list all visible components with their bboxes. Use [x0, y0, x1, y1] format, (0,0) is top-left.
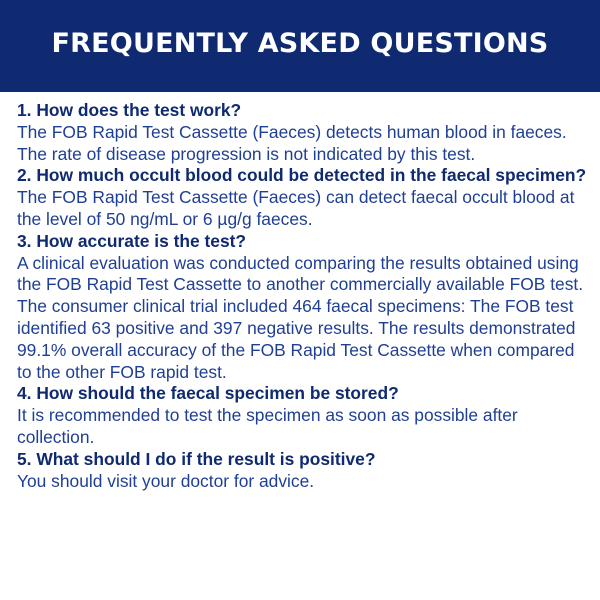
faq-list	[17, 100, 589, 492]
faq-question-5: 5. What should I do if the result is positive?	[17, 448, 376, 469]
faq-item-3	[17, 231, 589, 384]
faq-answer-4: It is recommended to test the specimen as soon as possible after collection.	[17, 405, 518, 447]
faq-item-1	[17, 100, 589, 165]
faq-question-4: 4. How should the faecal specimen be stored?	[17, 383, 399, 404]
faq-answer-1: The FOB Rapid Test Cassette (Faeces) detects human blood in faeces. The rate of disease progression is not indicated by this test.	[17, 121, 567, 164]
faq-question-1: 1. How does the test work?	[17, 100, 242, 120]
faq-item-4	[17, 383, 589, 448]
faq-item-5	[17, 449, 589, 493]
faq-item-2	[17, 165, 589, 230]
header-banner	[0, 0, 600, 92]
page-title: FREQUENTLY ASKED QUESTIONS	[51, 27, 549, 59]
faq-answer-2: The FOB Rapid Test Cassette (Faeces) can detect faecal occult blood at the level of 50 ng/mL or 6 µg/g faeces.	[17, 187, 575, 229]
faq-answer-5: You should visit your doctor for advice.	[17, 470, 315, 491]
faq-question-2: 2. How much occult blood could be detected in the faecal specimen?	[17, 165, 587, 186]
faq-question-3: 3. How accurate is the test?	[17, 230, 247, 251]
faq-answer-3: A clinical evaluation was conducted comparing the results obtained using the FOB Rapid Test Cassette to another commercially available FOB test. The consumer clinical trial included 464 faecal specimens: The FOB test identified 63 positive and 397 negative results. The results demonstrated 99.1% overall accuracy of the FOB Rapid Test Cassette when compared to the other FOB rapid test.	[17, 252, 584, 382]
